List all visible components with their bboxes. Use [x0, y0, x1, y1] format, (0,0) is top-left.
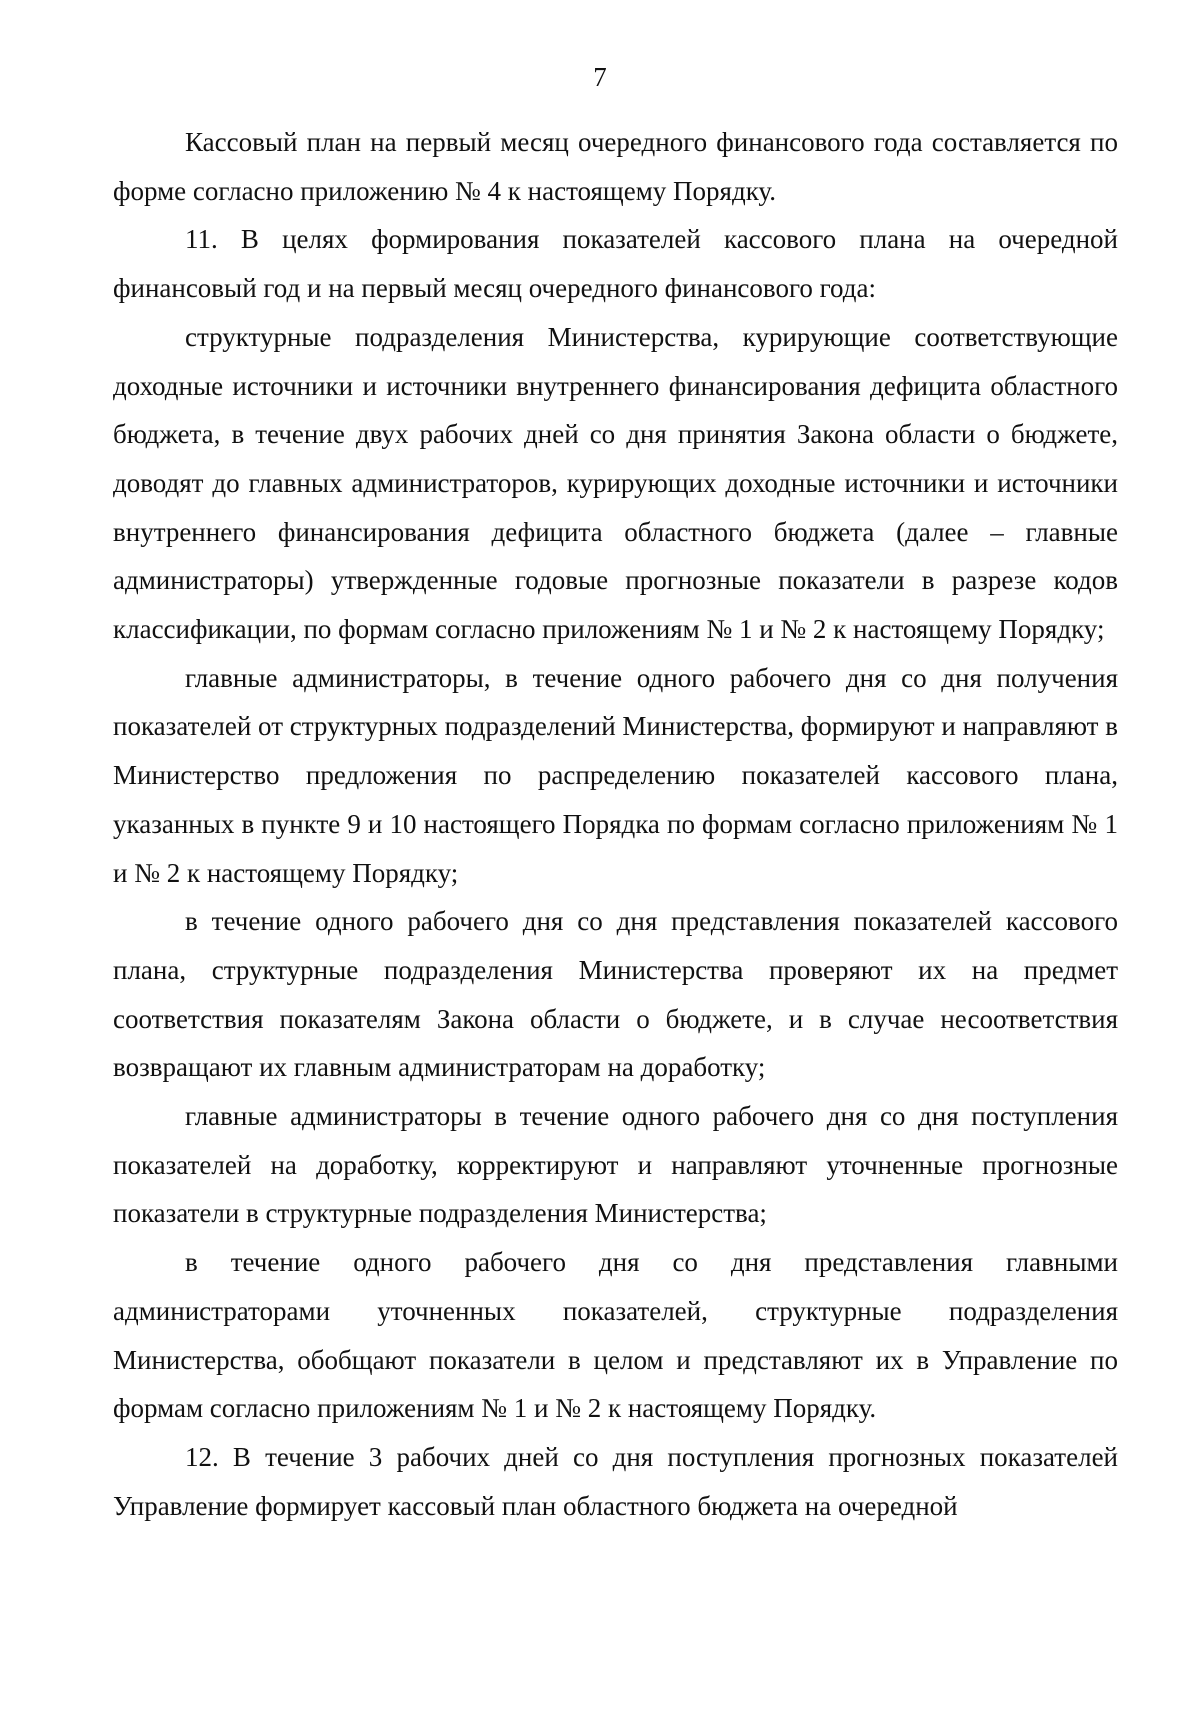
document-body — [113, 118, 1118, 1530]
paragraph-item-11: 11. В целях формирования показателей кассового плана на очередной финансовый год и на первый месяц очередного финансового года: — [113, 224, 1118, 304]
paragraph-item-12: 12. В течение 3 рабочих дней со дня поступления прогнозных показателей Управление формирует кассовый план областного бюджета на очередной — [113, 1441, 1118, 1521]
paragraph-main-administrators: главные администраторы, в течение одного рабочего дня со дня получения показателей от структурных подразделений Министерства, формируют и направляют в Министерство предложения по распределению показателей кассового плана, указанных в пункте 9 и 10 настоящего Порядка по формам согласно приложениям № 1 и № 2 к настоящему Порядку; — [113, 662, 1118, 888]
page-number: 7 — [593, 62, 607, 92]
paragraph-structural-divisions: структурные подразделения Министерства, курирующие соответствующие доходные источники и источники внутреннего финансирования дефицита областного бюджета, в течение двух рабочих дней со дня принятия Закона области о бюджете, доводят до главных администраторов, курирующих доходные источники и источники внутреннего финансирования дефицита областного бюджета (далее – главные администраторы) утвержденные годовые прогнозные показатели в разрезе кодов классификации, по формам согласно приложениям № 1 и № 2 к настоящему Порядку; — [113, 321, 1118, 645]
paragraph-revision: главные администраторы в течение одного рабочего дня со дня поступления показателей на доработку, корректируют и направляют уточненные прогнозные показатели в структурные подразделения Министерства; — [113, 1101, 1118, 1229]
paragraph-verification: в течение одного рабочего дня со дня представления показателей кассового плана, структурные подразделения Министерства проверяют их на предмет соответствия показателям Закона области о бюджете, и в случае несоответствия возвращают их главным администраторам на доработку; — [113, 906, 1118, 1083]
paragraph-summarize: в течение одного рабочего дня со дня представления главными администраторами уточненных показателей, структурные подразделения Министерства, обобщают показатели в целом и представляют их в Управление по формам согласно приложениям № 1 и № 2 к настоящему Порядку. — [113, 1247, 1118, 1424]
paragraph-cash-plan-first-month: Кассовый план на первый месяц очередного финансового года составляется по форме согласно приложению № 4 к настоящему Порядку. — [113, 127, 1118, 206]
